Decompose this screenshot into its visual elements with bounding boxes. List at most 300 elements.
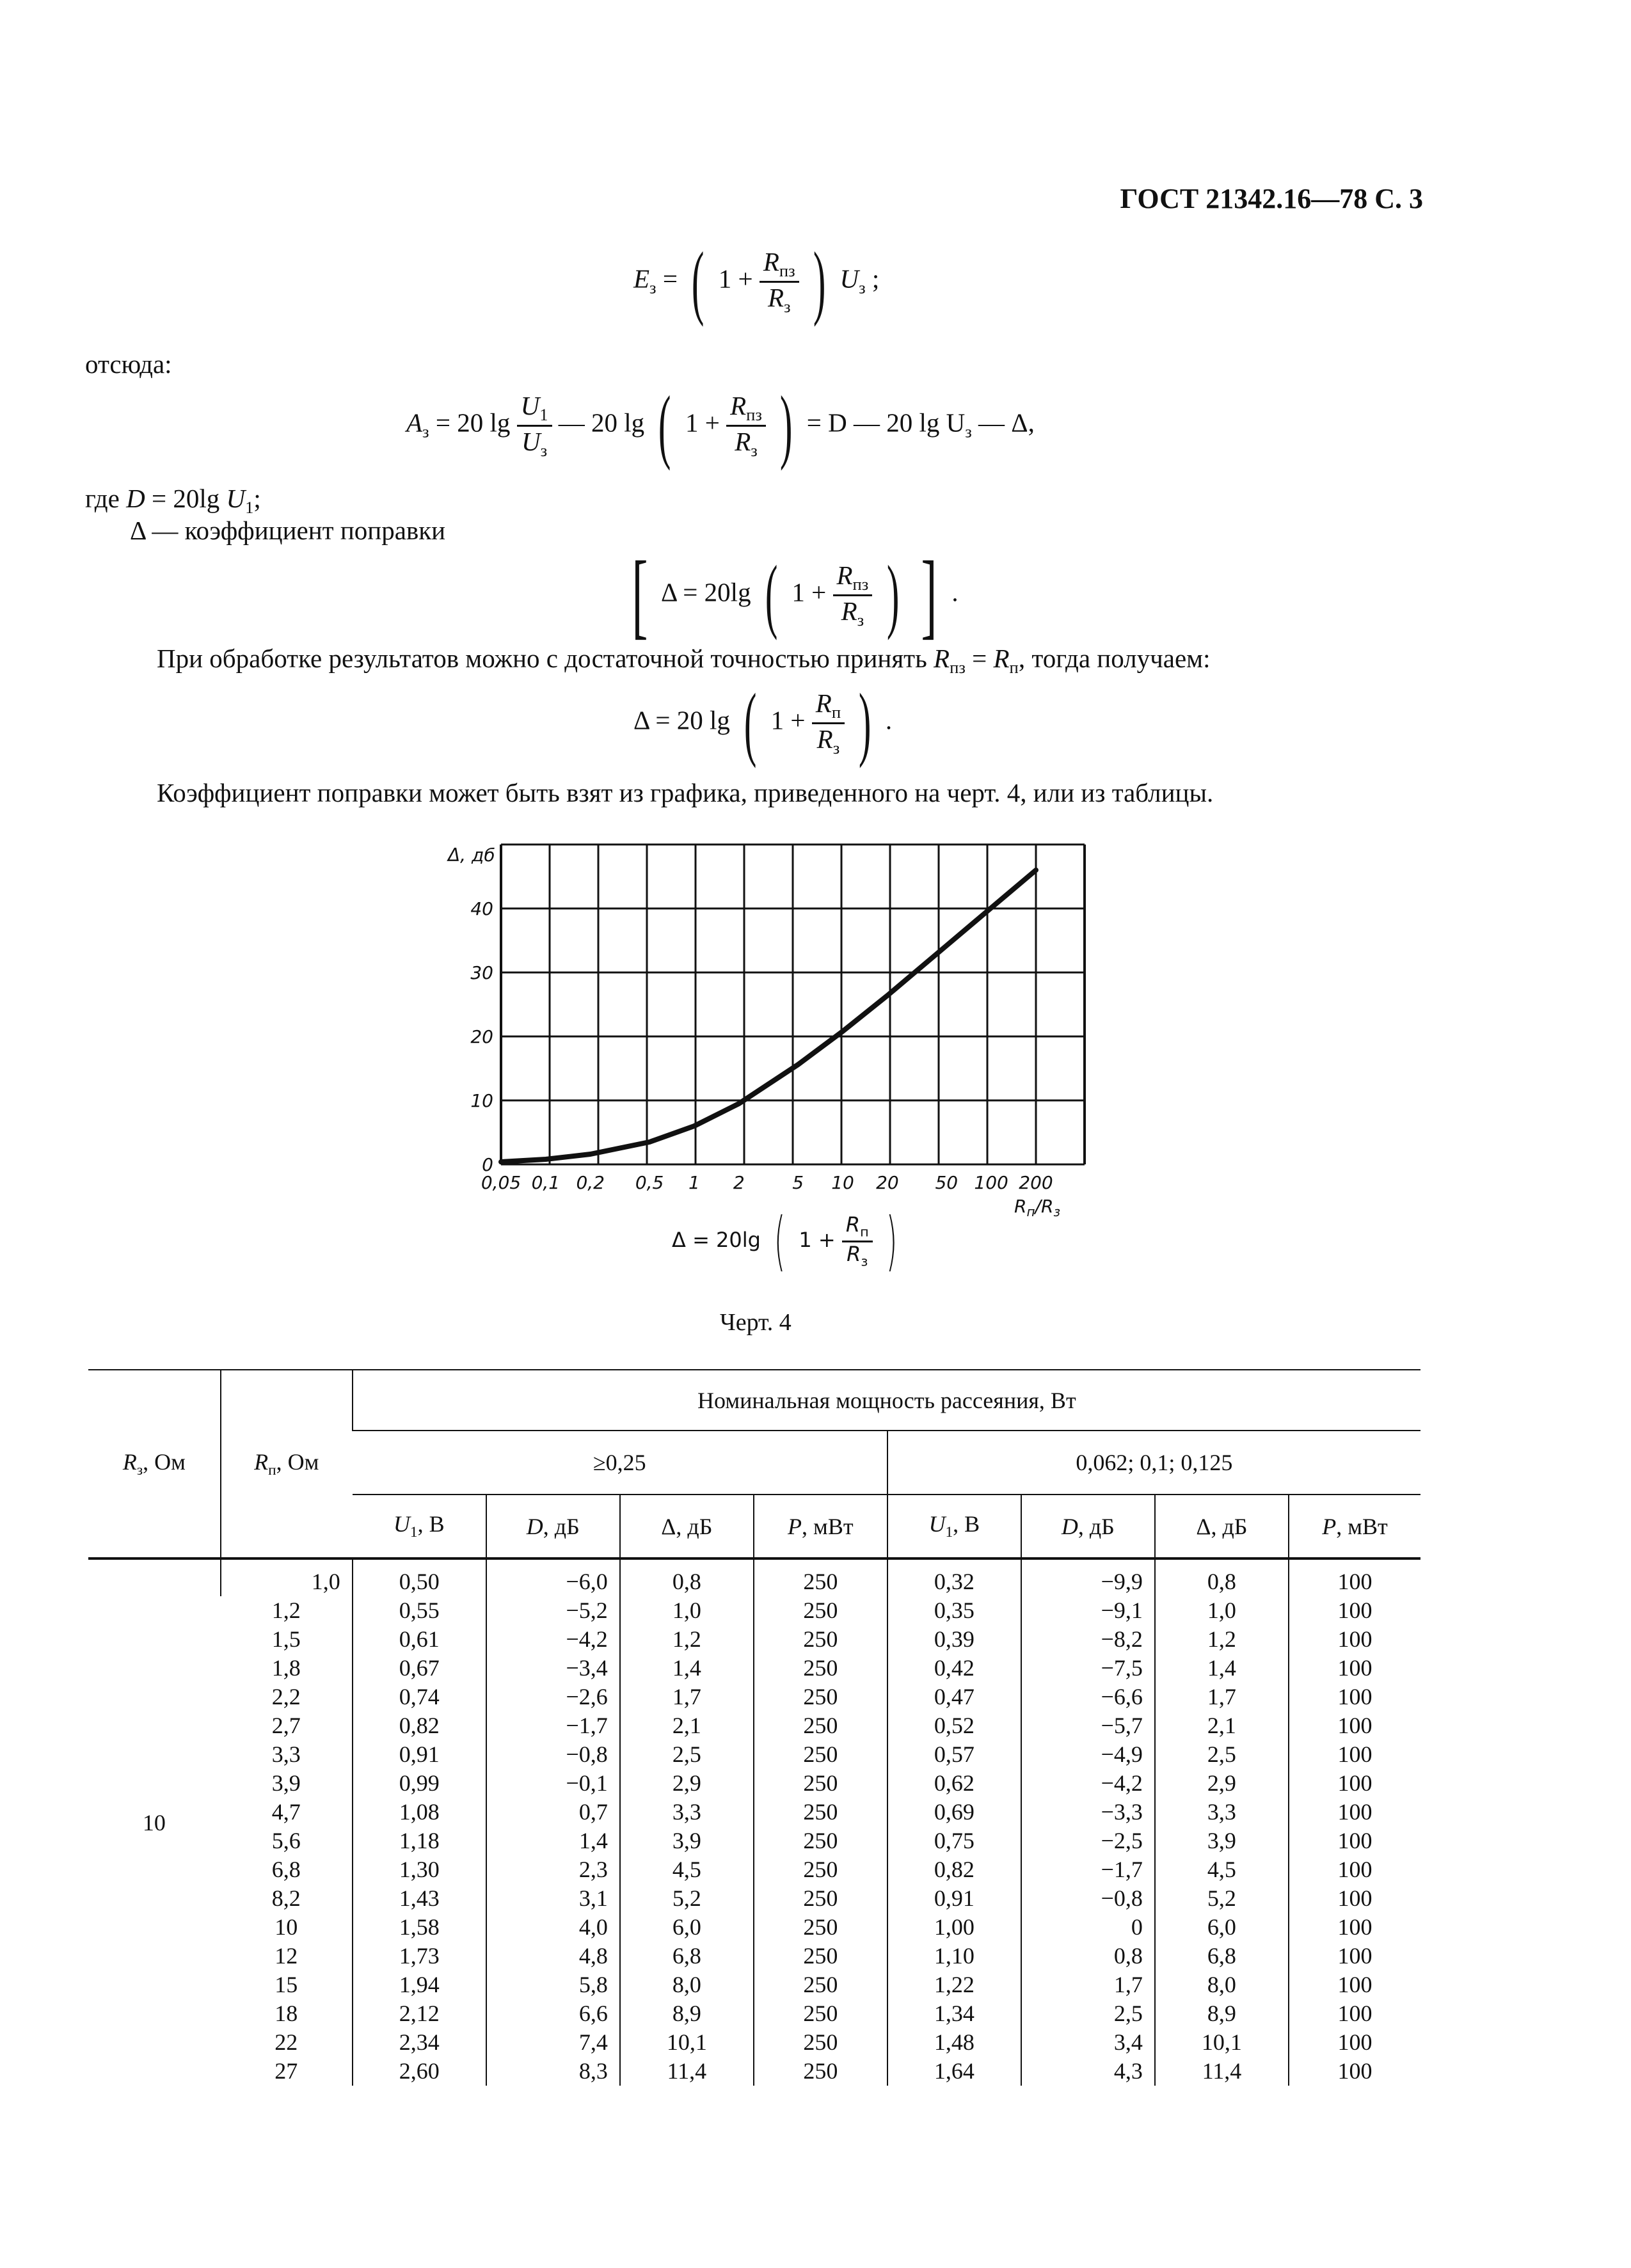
table-row: [88, 1971, 1420, 1999]
table-cell: 11,4: [620, 2057, 754, 2086]
table-cell: 1,58: [353, 1913, 486, 1942]
x-tick-label: 0,1: [531, 1172, 561, 1193]
table-cell: 2,5: [1021, 1999, 1155, 2028]
a3-fraction-u: [517, 391, 552, 461]
table-cell: 100: [1289, 1683, 1420, 1711]
table-cell: 250: [754, 2028, 887, 2057]
table-cell: 4,5: [1155, 1855, 1289, 1884]
th-u: U: [393, 1511, 410, 1537]
where-eq: = 20lg: [151, 484, 220, 513]
table-cell: 15: [274, 1972, 298, 1997]
header-rp-tail: , Ом: [276, 1448, 319, 1475]
table-cell: 250: [754, 1942, 887, 1971]
table-cell: 1,43: [353, 1884, 486, 1913]
delta-def-one-plus: 1 +: [792, 577, 827, 607]
chart-series: [501, 870, 1036, 1162]
where-u-sub: 1: [245, 498, 254, 518]
page-header: ГОСТ 21342.16—78 С. 3: [1120, 183, 1423, 214]
table-row: [88, 1855, 1420, 1884]
subheader-p: P, мВт: [754, 1495, 887, 1558]
table-cell: 1,64: [887, 2057, 1021, 2086]
a3-f1-num: U: [520, 390, 540, 420]
chart-formula-fraction: [842, 1213, 873, 1269]
chart-formula-one-plus: 1 +: [799, 1228, 836, 1252]
table-cell: 0,69: [887, 1798, 1021, 1827]
e3-num-sub: пз: [779, 260, 795, 280]
chart-formula: [672, 1203, 904, 1278]
table-cell: 3,9: [620, 1827, 754, 1855]
table-cell: 0,35: [887, 1596, 1021, 1625]
table-cell: 3,4: [1021, 2028, 1155, 2057]
table-cell: 2,2: [271, 1684, 301, 1709]
table-cell: 0,57: [887, 1740, 1021, 1769]
table-cell: 10: [274, 1914, 298, 1940]
chart-ylabel: Δ, дб: [448, 845, 495, 866]
table-cell: 6,0: [620, 1913, 754, 1942]
table-cell: −0,8: [486, 1740, 620, 1769]
table-cell: 1,4: [486, 1827, 620, 1855]
e3-den: R: [768, 282, 784, 312]
where-u: U: [226, 484, 246, 513]
table-row: [88, 1596, 1420, 1625]
table-cell: 4,8: [486, 1942, 620, 1971]
table-cell: 1,2: [1155, 1625, 1289, 1654]
table-cell: 1,4: [620, 1654, 754, 1683]
table-cell: 5,8: [486, 1971, 620, 1999]
e3-one-plus: 1 +: [718, 264, 753, 294]
th-d: D: [526, 1513, 543, 1539]
a3-lhs: A: [406, 408, 423, 438]
table-row: [88, 1740, 1420, 1769]
table-cell: 6,6: [486, 1999, 620, 2028]
table-cell: 0,42: [887, 1654, 1021, 1683]
table-cell: 2,5: [620, 1740, 754, 1769]
table-cell: 250: [754, 1884, 887, 1913]
table-cell: 2,3: [486, 1855, 620, 1884]
delta-def-end: .: [951, 577, 959, 607]
chart-formula-num-sub: п: [860, 1224, 869, 1240]
header-rp: [221, 1370, 353, 1558]
processing-paragraph: [157, 643, 1211, 678]
delta-simple-lhs: Δ = 20 lg: [633, 705, 730, 735]
table-cell: −1,7: [1021, 1855, 1155, 1884]
table-cell: 250: [754, 2057, 887, 2086]
th-p: P: [788, 1513, 802, 1539]
processing-tail: , тогда получаем:: [1018, 644, 1211, 673]
y-tick-label: 40: [470, 898, 493, 919]
table-cell: −4,2: [1021, 1769, 1155, 1798]
formula-delta-def: [624, 542, 959, 648]
table-cell: 0,75: [887, 1827, 1021, 1855]
chart-formula-den-sub: з: [861, 1253, 868, 1269]
table-cell: 100: [1289, 2028, 1420, 2057]
paren-close: ): [859, 677, 871, 769]
table-cell: 100: [1289, 1711, 1420, 1740]
table-row: [88, 1558, 1420, 1596]
table-cell: 100: [1289, 1654, 1420, 1683]
table-cell: 100: [1289, 1740, 1420, 1769]
x-tick-label: 0,2: [576, 1172, 605, 1193]
x-tick-label: 0,5: [635, 1172, 664, 1193]
x-tick-label: 0,05: [481, 1172, 521, 1193]
where-end: ;: [253, 484, 261, 513]
table-row: [88, 1913, 1420, 1942]
e3-tail: U: [839, 264, 859, 294]
table-cell: 22: [274, 2029, 298, 2055]
label-otsyuda: отсюда:: [85, 349, 172, 379]
table-cell: 1,10: [887, 1942, 1021, 1971]
table-cell: −2,6: [486, 1683, 620, 1711]
table-cell: 0,32: [887, 1558, 1021, 1596]
header-rz-tail: , Ом: [143, 1448, 186, 1475]
table-cell: 1,8: [271, 1655, 301, 1681]
table-cell: 2,1: [620, 1711, 754, 1740]
table-cell: 1,2: [620, 1625, 754, 1654]
paren-close: ): [886, 549, 899, 641]
subheader-d: D, дБ: [486, 1495, 620, 1558]
table-cell: 1,30: [353, 1855, 486, 1884]
x-tick-label: 1: [688, 1172, 700, 1193]
table-cell: 6,0: [1155, 1913, 1289, 1942]
header-rz-r: R: [122, 1448, 137, 1475]
delta-simple-end: .: [885, 705, 893, 735]
table-cell: −6,0: [486, 1558, 620, 1596]
e3-tail-sub: з: [859, 278, 866, 297]
a3-fraction-r: [726, 391, 766, 461]
table-cell: 1,48: [887, 2028, 1021, 2057]
y-tick-label: 20: [470, 1026, 493, 1047]
subheader-u: $U_1$, В: [887, 1495, 1021, 1558]
formula-e3: $E_з$ = ( 1 + $\frac{R_{пз}}{R_з}$ ) $U_з$ ;: [633, 235, 880, 328]
delta-def-fraction: [833, 560, 873, 630]
chart-xlabel-sub: п: [1026, 1204, 1035, 1219]
table-cell: 3,3: [271, 1741, 301, 1767]
delta-simple-num-sub: п: [831, 702, 841, 722]
table-cell: 100: [1289, 1855, 1420, 1884]
subheader-delta: Δ, дБ: [1155, 1495, 1289, 1558]
header-rp-r: R: [254, 1448, 269, 1475]
table-cell: 1,0: [620, 1596, 754, 1625]
paren-close: ): [780, 379, 793, 472]
table-cell: 1,0: [221, 1558, 353, 1596]
table-cell: 250: [754, 1558, 887, 1596]
paren-open: (: [658, 379, 671, 472]
table-row: [88, 1884, 1420, 1913]
table-cell: 0,67: [353, 1654, 486, 1683]
table-cell: 0,7: [486, 1798, 620, 1827]
paren-open: (: [765, 549, 778, 641]
table-cell: 3,9: [1155, 1827, 1289, 1855]
series-line: [501, 870, 1036, 1162]
a3-minus: — 20 lg: [558, 408, 645, 438]
table-cell: 10,1: [1155, 2028, 1289, 2057]
table-cell: 10,1: [620, 2028, 754, 2057]
a3-f2-den-sub: з: [751, 440, 758, 460]
table-cell: 250: [754, 1711, 887, 1740]
table-cell: 1,22: [887, 1971, 1021, 1999]
table-row: [88, 1683, 1420, 1711]
table-cell: 1,18: [353, 1827, 486, 1855]
table-cell: −0,8: [1021, 1884, 1155, 1913]
header-rz: [88, 1370, 221, 1558]
chart-xlabel: [1014, 1196, 1060, 1219]
table-cell: 8,3: [486, 2057, 620, 2086]
coef-paragraph: Коэффициент поправки может быть взят из графика, приведенного на черт. 4, или из таблицы.: [157, 778, 1214, 807]
th-u: U: [928, 1511, 946, 1537]
chart-xlabel-r: R: [1014, 1196, 1027, 1217]
bracket-close: ]: [921, 542, 937, 648]
table-cell: −4,9: [1021, 1740, 1155, 1769]
table-cell: 1,34: [887, 1999, 1021, 2028]
table-cell: 250: [754, 1913, 887, 1942]
paren-open: (: [774, 1203, 786, 1278]
table-cell: 0,82: [353, 1711, 486, 1740]
th-u-sub: 1: [410, 1524, 418, 1541]
header-group-ge025: ≥0,25: [353, 1431, 887, 1495]
e3-lhs-sub: з: [649, 278, 656, 297]
table-cell: 100: [1289, 1769, 1420, 1798]
table-cell: 250: [754, 1999, 887, 2028]
header-power: Номинальная мощность рассеяния, Вт: [353, 1370, 1420, 1431]
where-prefix: где: [85, 484, 120, 513]
table-cell: 2,60: [353, 2057, 486, 2086]
table-cell: 7,4: [486, 2028, 620, 2057]
header-group-low: 0,062; 0,1; 0,125: [887, 1431, 1420, 1495]
table-cell: 1,00: [887, 1913, 1021, 1942]
table-cell: 0,74: [353, 1683, 486, 1711]
chart-delta: [435, 825, 1107, 1235]
table-cell: 1,2: [271, 1598, 301, 1623]
table-cell: 100: [1289, 1827, 1420, 1855]
table-cell: 100: [1289, 1558, 1420, 1596]
table-cell: 2,34: [353, 2028, 486, 2057]
chart-xlabel-tail-sub: з: [1053, 1204, 1061, 1219]
table-cell: 1,94: [353, 1971, 486, 1999]
table-cell: 3,9: [271, 1770, 301, 1796]
table-cell: 250: [754, 1855, 887, 1884]
table-cell: 250: [754, 1798, 887, 1827]
chart-formula-lhs: Δ = 20lg: [672, 1228, 761, 1252]
a3-rhs-sub: з: [965, 422, 972, 441]
table-cell: 1,7: [1021, 1971, 1155, 1999]
processing-r1-sub: пз: [950, 658, 966, 678]
table-cell: 0,91: [887, 1884, 1021, 1913]
cell-rz: 10: [142, 1809, 166, 1836]
table-cell: 100: [1289, 1971, 1420, 1999]
table-cell: 0: [1021, 1913, 1155, 1942]
paren-open: (: [692, 235, 704, 328]
delta-def-num-sub: пз: [852, 574, 869, 594]
delta-def-den: R: [841, 596, 857, 626]
table-row: [88, 1711, 1420, 1740]
where-line: [85, 483, 261, 518]
table-cell: 11,4: [1155, 2057, 1289, 2086]
table-cell: 3,3: [620, 1798, 754, 1827]
table-cell: 8,2: [271, 1885, 301, 1911]
delta-def-lhs: Δ = 20lg: [660, 577, 751, 607]
delta-simple-den-sub: з: [832, 738, 840, 757]
delta-def-num: R: [836, 560, 853, 590]
chart-ticks: [470, 898, 1053, 1193]
subheader-d: D, дБ: [1021, 1495, 1155, 1558]
a3-f2-num-sub: пз: [746, 404, 762, 424]
table-cell: 5,2: [1155, 1884, 1289, 1913]
a3-f2-den: R: [735, 426, 751, 456]
table-cell: 2,7: [271, 1713, 301, 1738]
delta-def-den-sub: з: [857, 610, 864, 630]
table-row: [88, 1625, 1420, 1654]
processing-r2-sub: п: [1009, 658, 1019, 678]
delta-simple-fraction: [812, 688, 845, 758]
bracket-open: [: [632, 542, 648, 648]
x-tick-label: 20: [876, 1172, 899, 1193]
table-cell: −8,2: [1021, 1625, 1155, 1654]
a3-f1-den-sub: з: [540, 440, 548, 460]
a3-f1-num-sub: 1: [539, 404, 548, 424]
table-cell: 5,2: [620, 1884, 754, 1913]
delta-simple-num: R: [815, 688, 832, 718]
table-cell: −3,3: [1021, 1798, 1155, 1827]
table-cell: 0,55: [353, 1596, 486, 1625]
table-cell: 250: [754, 1740, 887, 1769]
table-cell: 0,8: [1155, 1558, 1289, 1596]
table-cell: 6,8: [271, 1857, 301, 1882]
table-cell: −9,9: [1021, 1558, 1155, 1596]
table-cell: 0,8: [1021, 1942, 1155, 1971]
formula-a3: [406, 379, 1035, 472]
table-cell: 2,1: [1155, 1711, 1289, 1740]
table-cell: 0,50: [353, 1558, 486, 1596]
table-cell: −1,7: [486, 1711, 620, 1740]
th-u-sub: 1: [945, 1524, 953, 1541]
table-cell: 1,7: [620, 1683, 754, 1711]
chart-xlabel-tail: /R: [1035, 1196, 1054, 1217]
table-cell: 100: [1289, 1942, 1420, 1971]
table-row: [88, 2057, 1420, 2086]
a3-rhs-end: — Δ,: [978, 408, 1035, 438]
table-cell: 5,6: [271, 1828, 301, 1853]
table-cell: 4,5: [620, 1855, 754, 1884]
table-cell: 8,9: [1155, 1999, 1289, 2028]
table-cell: 100: [1289, 1999, 1420, 2028]
table-cell: 1,4: [1155, 1654, 1289, 1683]
table-cell: 12: [274, 1943, 298, 1969]
delta-description: Δ — коэффициент поправки: [130, 516, 446, 545]
table-cell: 0,62: [887, 1769, 1021, 1798]
subheader-delta: Δ, дБ: [620, 1495, 754, 1558]
x-tick-label: 50: [935, 1172, 959, 1193]
data-table: [88, 1369, 1420, 2086]
table-cell: 100: [1289, 2057, 1420, 2086]
table-cell: 1,08: [353, 1798, 486, 1827]
table-row: [88, 1654, 1420, 1683]
a3-lhs-sub: з: [422, 422, 429, 441]
table-cell: 6,8: [620, 1942, 754, 1971]
table-cell: 2,5: [1155, 1740, 1289, 1769]
table-cell: −4,2: [486, 1625, 620, 1654]
a3-f1-den: U: [521, 426, 541, 456]
table-cell: 2,9: [1155, 1769, 1289, 1798]
delta-simple-one-plus: 1 +: [770, 705, 806, 735]
paren-open: (: [744, 677, 757, 769]
table-cell: −0,1: [486, 1769, 620, 1798]
table-cell: 0,8: [620, 1558, 754, 1596]
table-cell: 0,39: [887, 1625, 1021, 1654]
table-row: [88, 1769, 1420, 1798]
th-p: P: [1322, 1513, 1337, 1539]
delta-simple-den: R: [816, 724, 833, 754]
table-cell: 8,0: [620, 1971, 754, 1999]
e3-fraction: [760, 247, 799, 317]
processing-eq: =: [972, 644, 987, 673]
table-cell: 0,52: [887, 1711, 1021, 1740]
table-cell: 250: [754, 1683, 887, 1711]
e3-lhs: E: [633, 264, 650, 294]
e3-num: R: [763, 246, 779, 276]
a3-one-plus: 1 +: [685, 408, 720, 438]
a3-eq1: = 20 lg: [435, 408, 511, 438]
table-cell: 3,3: [1155, 1798, 1289, 1827]
table-cell: 0,99: [353, 1769, 486, 1798]
table-cell: −7,5: [1021, 1654, 1155, 1683]
table-row: [88, 2028, 1420, 2057]
table-cell: 250: [754, 1596, 887, 1625]
table-cell: 100: [1289, 1625, 1420, 1654]
table-cell: 100: [1289, 1798, 1420, 1827]
table-cell: −2,5: [1021, 1827, 1155, 1855]
table-cell: −5,2: [486, 1596, 620, 1625]
processing-r2: R: [993, 644, 1010, 673]
chart-grid: [501, 845, 1085, 1164]
y-tick-label: 10: [470, 1090, 493, 1111]
table-cell: −9,1: [1021, 1596, 1155, 1625]
table-cell: 3,1: [486, 1884, 620, 1913]
formula-delta-simple: [633, 677, 893, 769]
e3-end: ;: [871, 264, 880, 294]
table-cell: 250: [754, 1769, 887, 1798]
table-cell: 0,91: [353, 1740, 486, 1769]
processing-text: При обработке результатов можно с достаточной точностью принять: [157, 644, 927, 673]
where-var: D: [126, 484, 145, 513]
th-d: D: [1061, 1513, 1078, 1539]
chart-formula-num: R: [845, 1212, 861, 1237]
subheader-p: P, мВт: [1289, 1495, 1420, 1558]
table-cell: 250: [754, 1971, 887, 1999]
table-row: [88, 1827, 1420, 1855]
x-tick-label: 5: [792, 1172, 804, 1193]
table-cell: 1,0: [1155, 1596, 1289, 1625]
y-tick-label: 30: [470, 962, 493, 983]
table-cell: 8,9: [620, 1999, 754, 2028]
x-tick-label: 200: [1019, 1172, 1053, 1193]
e3-den-sub: з: [784, 296, 791, 316]
table-cell: 6,8: [1155, 1942, 1289, 1971]
paren-close: ): [886, 1203, 898, 1278]
processing-r1: R: [934, 644, 950, 673]
x-tick-label: 10: [831, 1172, 854, 1193]
table-cell: 0,61: [353, 1625, 486, 1654]
table-cell: 1,5: [271, 1626, 301, 1652]
table-cell: 2,12: [353, 1999, 486, 2028]
table-cell: 4,7: [271, 1799, 301, 1825]
table-cell: 4,3: [1021, 2057, 1155, 2086]
table-cell: 100: [1289, 1913, 1420, 1942]
table-cell: 27: [274, 2058, 298, 2084]
table-cell: 250: [754, 1827, 887, 1855]
header-rz-sub: з: [136, 1462, 143, 1479]
table-cell: 8,0: [1155, 1971, 1289, 1999]
table-cell: 2,9: [620, 1769, 754, 1798]
